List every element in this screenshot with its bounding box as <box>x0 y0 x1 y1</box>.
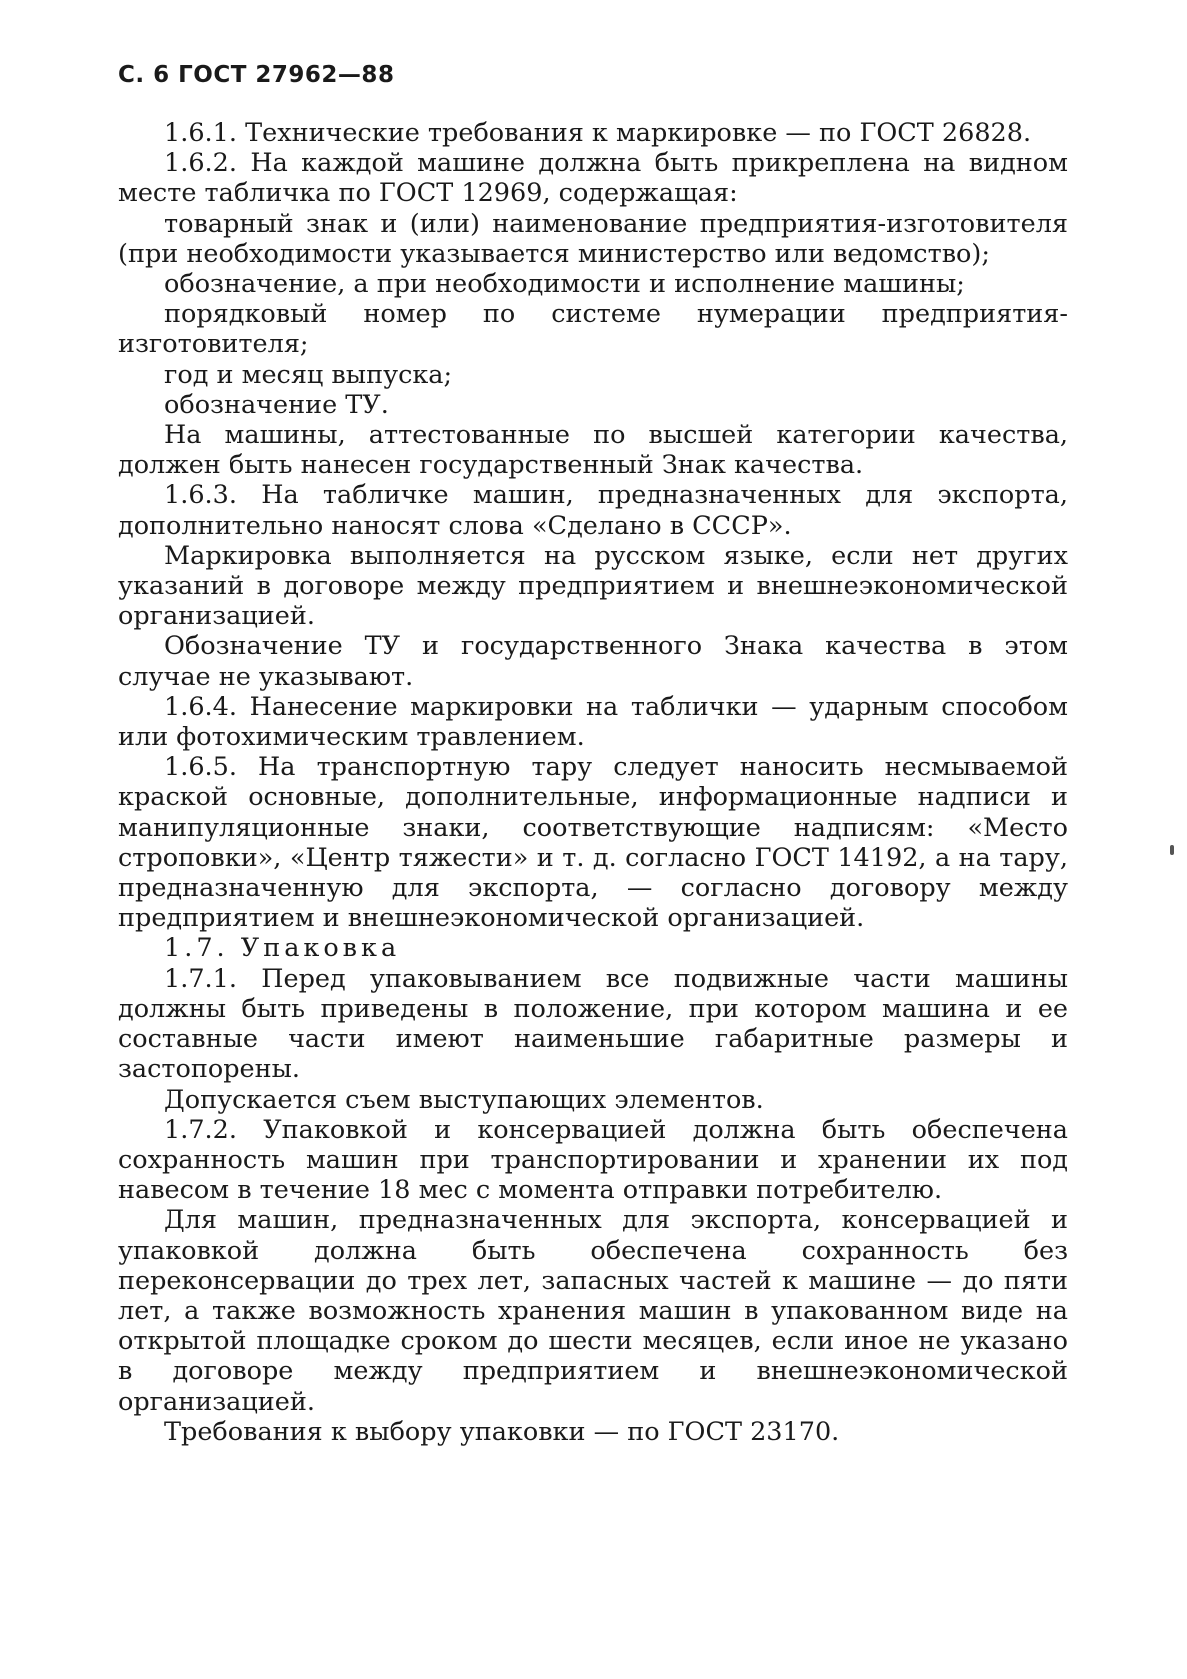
paragraph-quality-mark: На машины, аттестованные по высшей категории качества, должен быть нанесен государственный Знак качества. <box>118 420 1068 481</box>
paragraph-packaging-selection: Требования к выбору упаковки — по ГОСТ 23170. <box>164 1416 840 1447</box>
paragraph-1-6-4: 1.6.4. Нанесение маркировки на таблички — ударным способом или фотохимическим травлением. <box>118 691 1068 753</box>
list-item-designation: обозначение, а при необходимости и исполнение машины; <box>164 269 965 300</box>
paragraph-1-6-1: 1.6.1. Технические требования к маркировке — по ГОСТ 26828. <box>164 118 1032 148</box>
paragraph-protruding-elements: Допускается съем выступающих элементов. <box>164 1084 764 1115</box>
list-item-trademark: товарный знак и (или) наименование предприятия-изготовителя (при необходимости указывается министерство или ведомство); <box>118 208 1068 269</box>
paragraph-1-6-3: 1.6.3. На табличке машин, предназначенных для экспорта, дополнительно наносят слова «Сделано в СССР». <box>118 480 1068 541</box>
document-page <box>118 62 1068 1447</box>
paragraph-russian-language: Маркировка выполняется на русском языке, если нет других указаний в договоре между предприятием и внешнеэкономической организацией. <box>118 540 1068 632</box>
section-heading-packaging: 1.7. Упаковка <box>164 933 401 964</box>
paragraph-1-6-2: 1.6.2. На каждой машине должна быть прикреплена на видном месте табличка по ГОСТ 12969, содержащая: <box>118 148 1068 209</box>
list-item-tu-designation: обозначение ТУ. <box>164 389 389 420</box>
paragraph-1-7-2: 1.7.2. Упаковкой и консервацией должна быть обеспечена сохранность машин при транспортировании и хранении их под навесом в течение 18 мес с момента отправки потребителю. <box>118 1114 1068 1206</box>
paragraph-1-7-1: 1.7.1. Перед упаковыванием все подвижные части машины должны быть приведены в положение, при котором машина и ее составные части имеют наименьшие габаритные размеры и застопорены. <box>118 963 1068 1085</box>
list-item-serial-number: порядковый номер по системе нумерации предприятия-изготовителя; <box>118 299 1068 360</box>
document-body <box>118 118 1068 1447</box>
margin-mark <box>1170 845 1174 855</box>
paragraph-export-preservation: Для машин, предназначенных для экспорта, консервацией и упаковкой должна быть обеспечена сохранность без переконсервации до трех лет, запасных частей к машине — до пяти лет, а также возможность хранения машин в упакованном виде на открытой площадке сроком до шести месяцев, если иное не указано в договоре между предприятием и внешнеэкономической организацией. <box>118 1205 1068 1417</box>
paragraph-1-6-5: 1.6.5. На транспортную тару следует наносить несмываемой краской основные, дополнительные, информационные надписи и манипуляционные знаки, соответствующие надписям: «Место строповки», «Центр тяжести» и т. д. согласно ГОСТ 14192, а на тару, предназначенную для экспорта, — согласно договору между предприятием и внешнеэкономической организацией. <box>118 752 1068 934</box>
paragraph-tu-not-indicated: Обозначение ТУ и государственного Знака качества в этом случае не указывают. <box>118 631 1068 692</box>
page-header: С. 6 ГОСТ 27962—88 <box>118 62 395 88</box>
list-item-production-date: год и месяц выпуска; <box>164 359 453 390</box>
